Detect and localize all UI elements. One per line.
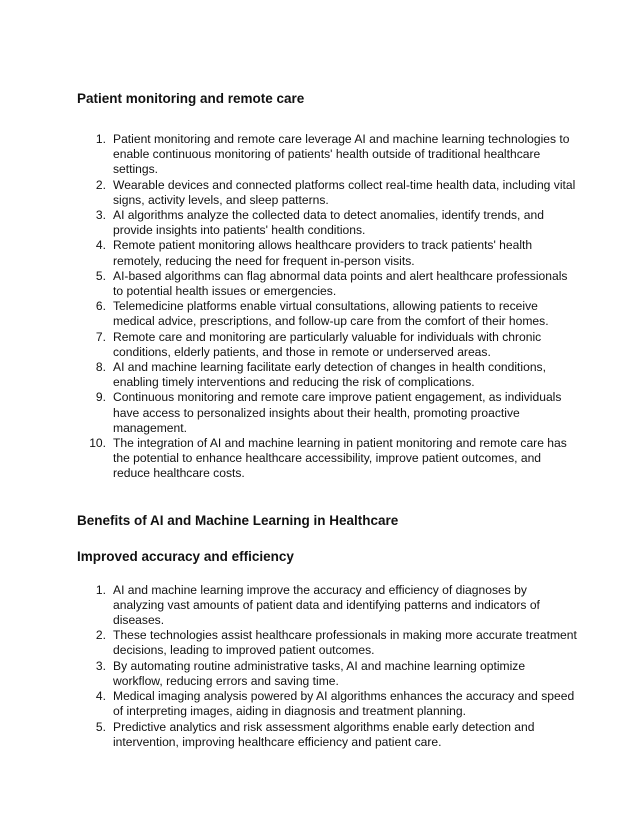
list-item [77, 628, 578, 658]
list-number: 3. [95, 658, 106, 673]
list-item [77, 659, 578, 689]
list-item-text: Telemedicine platforms enable virtual consultations, allowing patients to receive medical advice, prescriptions, and follow-up care from the comfort of their homes. [113, 299, 549, 329]
list-number: 1. [95, 132, 106, 146]
list-item [77, 720, 578, 750]
list-number: 4. [95, 689, 106, 704]
list-item-text: By automating routine administrative tasks, AI and machine learning optimize workflow, reducing errors and saving time. [113, 658, 526, 688]
list-item [77, 330, 578, 360]
list-number: 2. [95, 177, 106, 192]
list-number: 8. [95, 360, 106, 375]
list-item [77, 132, 578, 178]
list-item [77, 436, 578, 482]
list-item-text: Medical imaging analysis powered by AI algorithms enhances the accuracy and speed of interpreting images, aiding in diagnosis and treatment planning. [113, 689, 575, 719]
list-item [77, 269, 578, 299]
section-heading: Patient monitoring and remote care [77, 91, 305, 106]
list-item-text: Patient monitoring and remote care leverage AI and machine learning technologies to enable continuous monitoring of patients' health outside of traditional healthcare settings. [113, 132, 570, 177]
list-item [77, 178, 578, 208]
section-subheading: Improved accuracy and efficiency [77, 548, 294, 564]
list-item [77, 299, 578, 329]
list-item-text: Remote patient monitoring allows healthcare providers to track patients' health remotely, reducing the need for frequent in-person visits. [113, 238, 533, 268]
list-number: 9. [95, 390, 106, 405]
list-item-text: Continuous monitoring and remote care improve patient engagement, as individuals have access to personalized insights about their health, promoting proactive management. [113, 390, 562, 435]
list-item-text: AI and machine learning facilitate early detection of changes in health conditions, enabling timely interventions and reducing the risk of complications. [113, 360, 546, 390]
section-heading: Benefits of AI and Machine Learning in Healthcare [77, 512, 399, 528]
numbered-list [77, 132, 578, 482]
list-number: 5. [95, 268, 106, 283]
list-number: 4. [95, 238, 106, 253]
list-number: 2. [95, 628, 106, 643]
list-item-text: Predictive analytics and risk assessment algorithms enable early detection and intervention, improving healthcare efficiency and patient care. [113, 719, 535, 749]
list-item-text: AI and machine learning improve the accuracy and efficiency of diagnoses by analyzing vast amounts of patient data and identifying patterns and indicators of diseases. [113, 582, 540, 628]
list-item-text: The integration of AI and machine learning in patient monitoring and remote care has the potential to enhance healthcare accessibility, improve patient outcomes, and reduce healthcare costs. [113, 436, 567, 481]
list-number: 1. [95, 582, 106, 597]
list-item [77, 238, 578, 268]
list-number: 6. [95, 299, 106, 314]
list-item-text: Wearable devices and connected platforms collect real-time health data, including vital signs, activity levels, and sleep patterns. [113, 177, 576, 207]
list-item-text: AI-based algorithms can flag abnormal data points and alert healthcare professionals to potential health issues or emergencies. [113, 268, 568, 299]
list-item [77, 360, 578, 390]
list-number: 7. [95, 329, 106, 344]
list-number: 10. [89, 436, 106, 451]
list-item-text: Remote care and monitoring are particularly valuable for individuals with chronic conditions, elderly patients, and those in remote or underserved areas. [113, 329, 542, 359]
list-item [77, 583, 578, 629]
list-item-text: AI algorithms analyze the collected data to detect anomalies, identify trends, and provide insights into patients' health conditions. [113, 208, 544, 238]
list-item [77, 208, 578, 238]
list-item-text: These technologies assist healthcare professionals in making more accurate treatment decisions, leading to improved patient outcomes. [113, 628, 577, 658]
list-item [77, 689, 578, 719]
list-item [77, 390, 578, 436]
list-number: 3. [95, 208, 106, 223]
numbered-list [77, 583, 578, 750]
list-number: 5. [95, 719, 106, 734]
